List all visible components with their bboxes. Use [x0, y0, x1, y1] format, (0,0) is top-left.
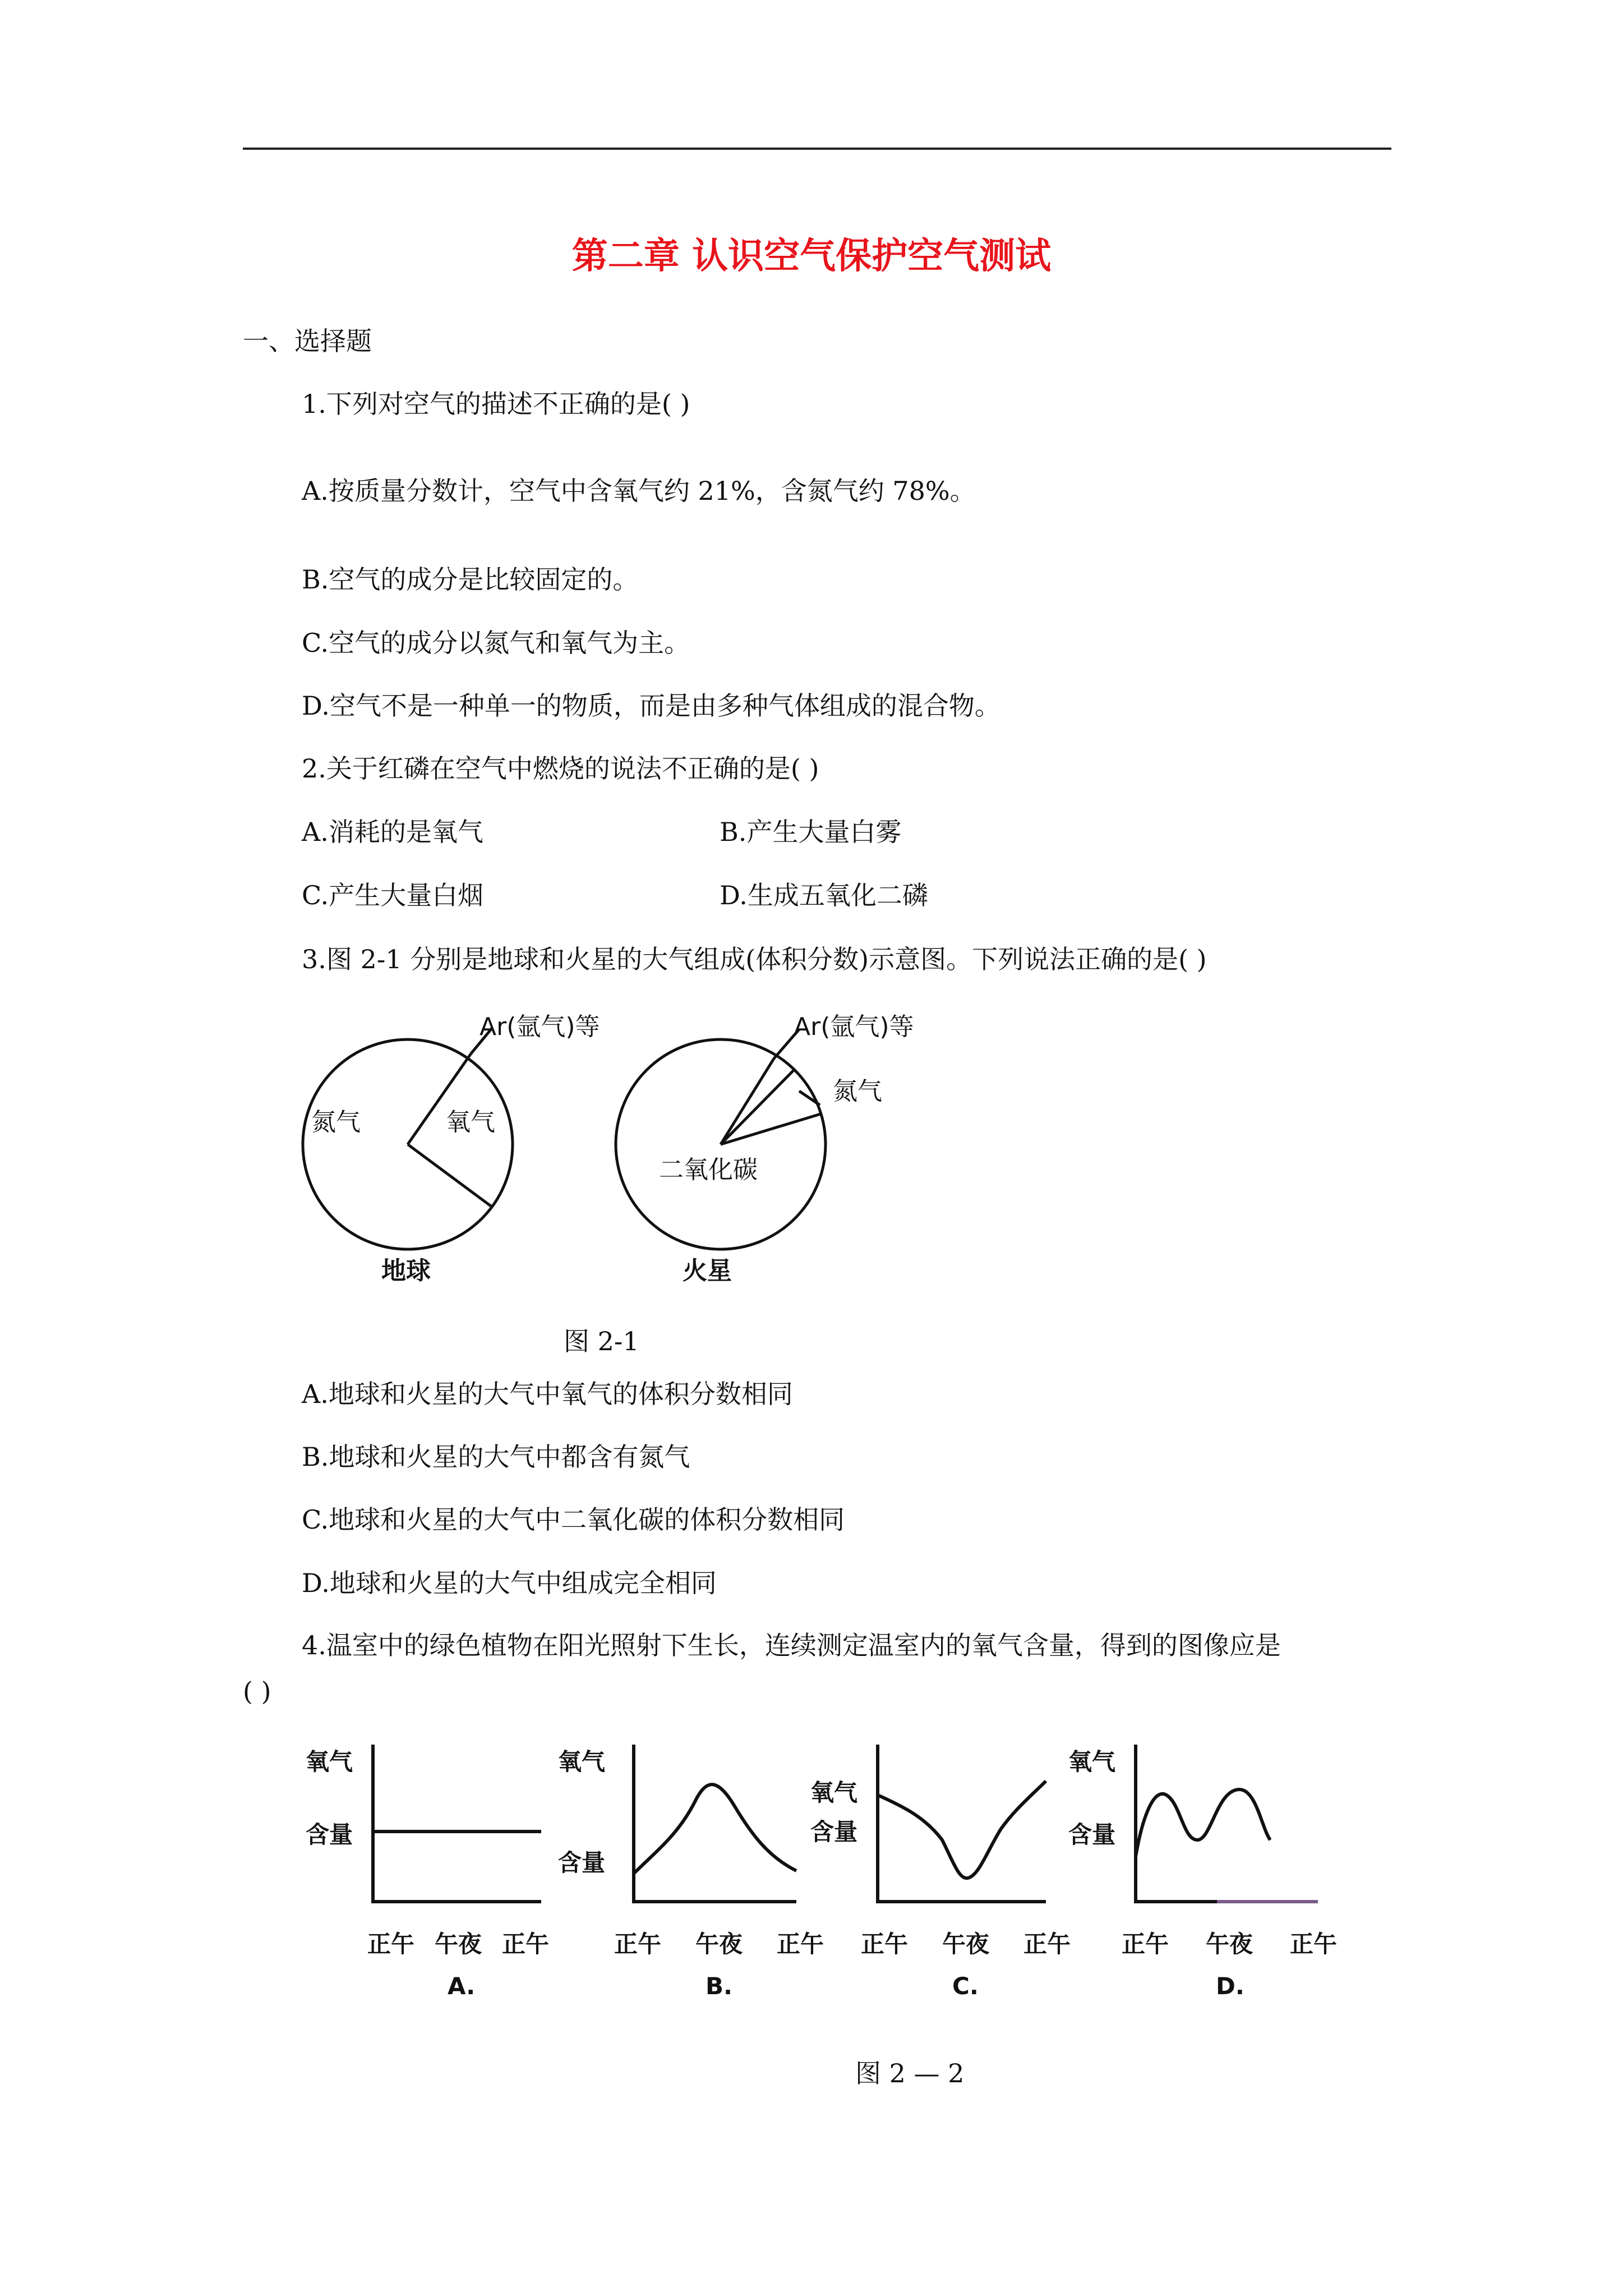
- panel-d-label: D.: [1216, 1972, 1244, 2000]
- panel-a-axes: [373, 1745, 541, 1902]
- panel-c-ylabel-top: 氧气: [810, 1779, 858, 1806]
- mars-argon-label: Ar(氩气)等: [794, 1013, 914, 1041]
- mars-co2-label: 二氧化碳: [659, 1156, 758, 1184]
- panel-c-curve: [878, 1781, 1046, 1878]
- panel-c-xtick-noon-1: 正午: [861, 1930, 909, 1958]
- panel-b-ylabel-bottom: 含量: [558, 1849, 606, 1876]
- earth-label: 地球: [381, 1257, 431, 1285]
- figure-2-2: [292, 1733, 1380, 2025]
- panel-d-xtick-midnight: 午夜: [1206, 1930, 1253, 1958]
- panel-d-xtick-noon-2: 正午: [1290, 1930, 1338, 1958]
- q2-option-d: D.生成五氧化二磷: [720, 880, 928, 910]
- q4-stem-line1: 4.温室中的绿色植物在阳光照射下生长，连续测定温室内的氧气含量，得到的图像应是: [302, 1630, 1281, 1660]
- panel-c-label: C.: [952, 1972, 979, 2000]
- panel-b-xtick-noon-2: 正午: [777, 1930, 824, 1958]
- panel-c-ylabel-bottom: 含量: [810, 1818, 858, 1846]
- figure-2-1: [292, 999, 965, 1290]
- q1-option-c: C.空气的成分以氮气和氧气为主。: [302, 628, 690, 658]
- panel-d-axes: [1136, 1745, 1217, 1902]
- panel-a-xtick-midnight: 午夜: [435, 1930, 482, 1958]
- q2-option-a: A.消耗的是氧气: [302, 817, 483, 847]
- panel-c-xtick-midnight: 午夜: [942, 1930, 990, 1958]
- panel-a-ylabel-bottom: 含量: [306, 1821, 353, 1848]
- earth-pie-diagram: [303, 1028, 513, 1249]
- q3-option-b: B.地球和火星的大气中都含有氮气: [302, 1442, 690, 1472]
- q1-option-d: D.空气不是一种单一的物质，而是由多种气体组成的混合物。: [302, 691, 1000, 721]
- q3-option-c: C.地球和火星的大气中二氧化碳的体积分数相同: [302, 1504, 845, 1535]
- panel-b-xtick-noon-1: 正午: [614, 1930, 662, 1958]
- q2-option-b: B.产生大量白雾: [720, 817, 902, 847]
- q3-stem: 3.图 2-1 分别是地球和火星的大气组成(体积分数)示意图。下列说法正确的是( ): [302, 944, 1207, 974]
- panel-b-curve: [634, 1784, 796, 1874]
- q1-option-b: B.空气的成分是比较固定的。: [302, 564, 639, 595]
- q1-stem: 1.下列对空气的描述不正确的是( ): [302, 389, 690, 419]
- q2-option-c: C.产生大量白烟: [302, 880, 484, 910]
- panel-c-xtick-noon-2: 正午: [1023, 1930, 1071, 1958]
- mars-nitrogen-label: 氮气: [833, 1077, 882, 1106]
- panel-d-ylabel-bottom: 含量: [1068, 1821, 1116, 1848]
- page-title: 第二章 认识空气保护空气测试: [571, 236, 1052, 277]
- earth-argon-label: Ar(氩气)等: [479, 1013, 600, 1041]
- q3-option-d: D.地球和火星的大气中组成完全相同: [302, 1568, 717, 1598]
- earth-nitrogen-label: 氮气: [311, 1108, 361, 1137]
- panel-b-xtick-midnight: 午夜: [695, 1930, 743, 1958]
- panel-b-label: B.: [706, 1972, 732, 2000]
- q3-option-a: A.地球和火星的大气中氧气的体积分数相同: [302, 1379, 793, 1409]
- mars-label: 火星: [683, 1257, 732, 1285]
- panel-a-xtick-noon-1: 正午: [367, 1930, 415, 1958]
- earth-oxygen-label: 氧气: [446, 1108, 495, 1137]
- figure-2-2-caption: 图 2 — 2: [855, 2058, 965, 2088]
- panel-d-ylabel-top: 氧气: [1068, 1748, 1116, 1775]
- section-heading: 一、选择题: [243, 326, 372, 356]
- panel-a-label: A.: [448, 1972, 476, 2000]
- figure-2-1-caption: 图 2-1: [564, 1326, 639, 1356]
- panel-a-xtick-noon-2: 正午: [502, 1930, 550, 1958]
- header-rule: [243, 148, 1391, 150]
- q4-stem-line2: ( ): [243, 1676, 271, 1706]
- panel-a-ylabel-top: 氧气: [306, 1748, 353, 1775]
- panel-d-xtick-noon-1: 正午: [1122, 1930, 1169, 1958]
- panel-d-curve: [1136, 1789, 1270, 1857]
- panel-b-axes: [634, 1745, 796, 1902]
- panel-b-ylabel-top: 氧气: [558, 1748, 606, 1775]
- q2-stem: 2.关于红磷在空气中燃烧的说法不正确的是( ): [302, 753, 819, 784]
- q1-option-a: A.按质量分数计，空气中含氧气约 21%，含氮气约 78%。: [302, 476, 976, 506]
- mars-pie-diagram: [616, 1029, 826, 1249]
